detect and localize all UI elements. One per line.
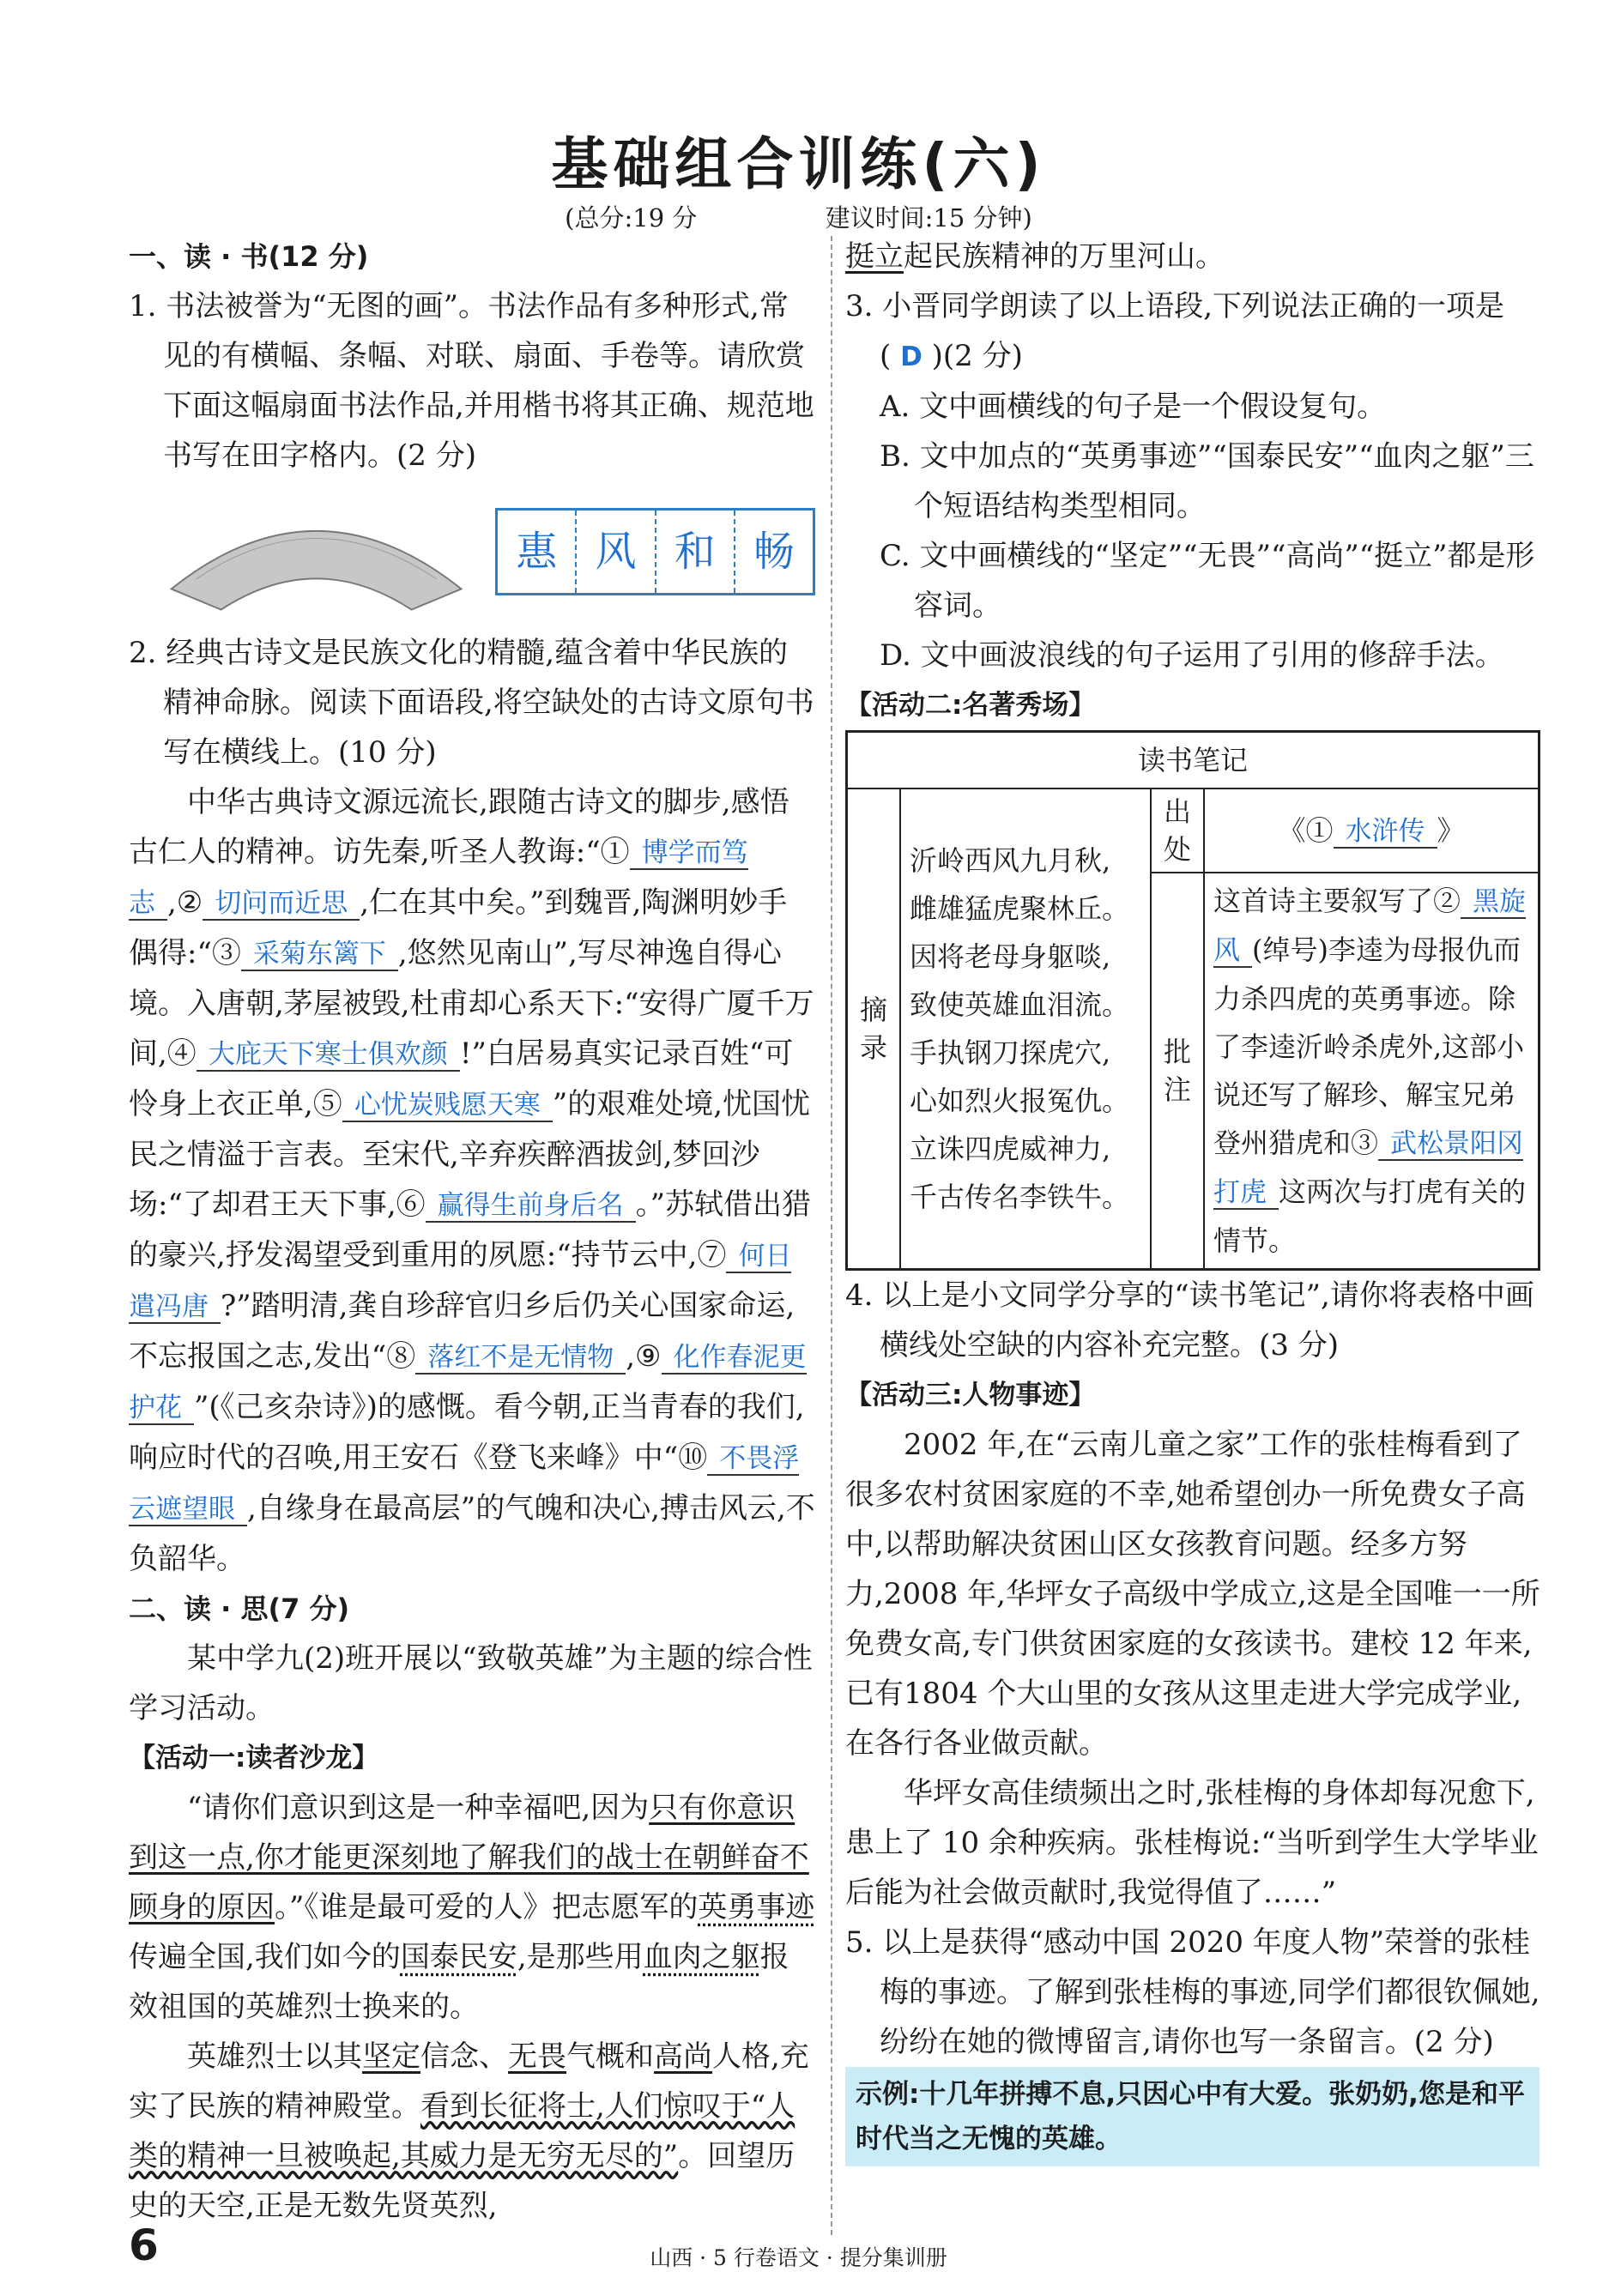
comment-label: 批注 — [1151, 873, 1204, 1270]
dotted-phrase-3: 血肉之躯 — [643, 1940, 760, 1974]
passage-text: 信念、 — [420, 2039, 508, 2074]
reading-notes-table — [845, 730, 1540, 1271]
q3-answer-line — [845, 331, 1545, 382]
q3-answer: D — [900, 341, 923, 372]
source-answer: 水浒传 — [1334, 816, 1437, 849]
poem-line: 因将老母身躯啖, — [910, 940, 1111, 973]
reading-paragraph-2 — [129, 2032, 815, 2231]
dotted-phrase-2: 国泰民安 — [400, 1940, 517, 1974]
grid-cell: 惠 — [498, 511, 577, 593]
passage-text: ,悠然见南山”,写尽神逸自得心境。入唐朝,茅屋被毁,杜甫却心系天下:“安得广厦千万间,④ — [129, 936, 814, 1071]
poem-line: 沂岭西风九月秋, — [910, 844, 1111, 877]
passage-text: 起民族精神的万里河山。 — [904, 239, 1225, 274]
answer-2: 切问而近思 — [203, 888, 360, 921]
comment-answer-1: 黑旋风 — [1213, 886, 1527, 966]
poem-line: 立诛四虎威神力, — [910, 1133, 1111, 1165]
notes-header: 读书笔记 — [847, 732, 1540, 789]
passage-text: ,自缘身在最高层”的气魄和决心,搏击风云,不负韶华。 — [129, 1491, 815, 1576]
option-c: C. 文中画横线的“坚定”“无畏”“高尚”“挺立”都是形容词。 — [880, 539, 1535, 623]
reading-paragraph-2-cont — [845, 232, 1545, 281]
comment-answer-2: 武松景阳冈打虎 — [1213, 1128, 1524, 1208]
passage-text: ,是那些用 — [517, 1940, 644, 1974]
score-time-line — [0, 199, 1597, 234]
answer-9: 化作春泥更护花 — [129, 1342, 807, 1423]
comment-text: 这两次与打虎有关的情节。 — [1213, 1175, 1527, 1257]
passage-text: ,⑨ — [626, 1339, 662, 1374]
passage-text: ”(《己亥杂诗》)的感慨。看今朝,正当青春的我们,响应时代的召唤,用王安石《登飞来峰》中“⑩ — [129, 1390, 805, 1475]
fan-calligraphy-image — [163, 487, 469, 616]
page-title: 基础组合训练(六) — [551, 131, 1046, 197]
passage-text: 。”苏轼借出猎的豪兴,抒发渴望受到重用的夙愿:“持节云中,⑦ — [129, 1187, 812, 1272]
answer-8: 落红不是无情物 — [415, 1342, 626, 1375]
passage-text: ,② — [167, 885, 203, 920]
q1-text: 1. 书法被誉为“无图的画”。书法作品有多种形式,常见的有横幅、条幅、对联、扇面、手卷等。请欣赏下面这幅扇面书法作品,并用楷书将其正确、规范地书写在田字格内。(2 分) — [129, 289, 814, 473]
story-paragraph-1: 2002 年,在“云南儿童之家”工作的张桂梅看到了很多农村贫困家庭的不幸,她希望创办一所免费女子高中,以帮助解决贫困山区女孩教育问题。经多方努力,2008 年,华坪女子高级中学成立,这是全国唯一一所免费女高,专门供贫困家庭的女孩读书。建校 12 年来,已有1804 个大山里的女孩从这里走进大学完成学业,在各行各业做贡献。 — [845, 1428, 1540, 1761]
passage-text: 气概和 — [566, 2039, 654, 2074]
passage-text: !”白居易真实记录百姓“可怜身上衣正单,⑤ — [129, 1036, 794, 1121]
page-number: 6 — [129, 2220, 159, 2270]
option-a: A. 文中画横线的句子是一个假设复句。 — [880, 390, 1387, 424]
passage-text: ?”踏明清,龚自珍辞官归乡后仍关心国家命运,不忘报国之志,发出“⑧ — [129, 1289, 795, 1374]
passage-text: 报效祖国的英雄烈士换来的。 — [129, 1940, 789, 2024]
answer-10: 不畏浮云遮望眼 — [129, 1443, 800, 1525]
answer-1: 博学而笃志 — [129, 837, 748, 919]
passage-text: 传遍全国,我们如今的 — [129, 1940, 401, 1974]
answer-7: 何日遣冯唐 — [129, 1241, 792, 1322]
source-text: 《① — [1278, 813, 1334, 847]
passage-text: ,仁在其中矣。”到魏晋,陶渊明妙手偶得:“③ — [129, 885, 788, 970]
comment-cell — [1204, 873, 1540, 1270]
underlined-sentence: 只有你意识到这一点,你才能更深刻地了解我们的战士在朝鲜奋不顾身的原因 — [129, 1791, 809, 1924]
q5-text: 5. 以上是获得“感动中国 2020 年度人物”荣誉的张桂梅的事迹。了解到张桂梅的事迹,同学们都很钦佩她,纷纷在她的微博留言,请你也写一条留言。(2 分) — [845, 1925, 1540, 2059]
source-label: 出处 — [1151, 788, 1204, 873]
q3-score: )(2 分) — [931, 339, 1023, 373]
total-score: (总分:19 分 — [565, 203, 698, 233]
q2-text: 2. 经典古诗文是民族文化的精髓,蕴含着中华民族的精神命脉。阅读下面语段,将空缺处的古诗文原句书写在横线上。(10 分) — [129, 636, 814, 770]
wavy-sentence: 看到长征将士,人们惊叹于“人类的精神一旦被唤起,其威力是无穷无尽的” — [129, 2089, 795, 2173]
dotted-phrase-1: 英勇事迹 — [698, 1890, 815, 1924]
underlined-word-2: 无畏 — [508, 2039, 566, 2074]
left-column — [129, 232, 815, 2231]
reading-paragraph-1 — [129, 1783, 815, 2032]
column-divider — [831, 236, 832, 2235]
activity3-heading: 【活动三:人物事迹】 — [845, 1380, 1096, 1411]
source-text: 》 — [1437, 813, 1465, 847]
q4-text: 4. 以上是小文同学分享的“读书笔记”,请你将表格中画横线处空缺的内容补充完整。(3 分) — [845, 1278, 1534, 1362]
excerpt-label: 摘录 — [847, 788, 901, 1270]
q1-figure — [163, 487, 815, 616]
comment-text: (绰号)李逵为母报仇而力杀四虎的英勇事迹。除了李逵沂岭杀虎外,这部小说还写了解珍、解宝兄弟登州猎虎和③ — [1213, 934, 1525, 1159]
poem-line: 千古传名李铁牛。 — [910, 1181, 1130, 1213]
section1-heading: 一、读 · 书(12 分) — [129, 240, 369, 273]
passage-text: “请你们意识到这是一种幸福吧,因为 — [187, 1791, 650, 1825]
paren: ( — [880, 339, 892, 373]
grid-cell: 畅 — [753, 528, 795, 576]
passage-text: ”的艰难处境,忧国忧民之情溢于言表。至宋代,辛弃疾醉酒拔剑,梦回沙场:“了却君王天下事,⑥ — [129, 1087, 811, 1222]
section2-heading: 二、读 · 思(7 分) — [129, 1592, 350, 1625]
section2-intro: 某中学九(2)班开展以“致敬英雄”为主题的综合性学习活动。 — [129, 1641, 813, 1725]
q5-sample-answer: 示例:十几年拼搏不息,只因心中有大爱。张奶奶,您是和平时代当之无愧的英雄。 — [845, 2067, 1540, 2166]
poem-line: 雌雄猛虎聚林丘。 — [910, 892, 1130, 925]
passage-text: 。”《谁是最可爱的人》把志愿军的 — [275, 1890, 699, 1924]
question-text: 3. 小晋同学朗读了以上语段,下列说法正确的一项是 — [845, 289, 1505, 323]
activity1-heading: 【活动一:读者沙龙】 — [129, 1743, 379, 1773]
option-b: B. 文中加点的“英勇事迹”“国泰民安”“血肉之躯”三个短语结构类型相同。 — [880, 439, 1534, 523]
answer-5: 心忧炭贱愿天寒 — [342, 1090, 553, 1122]
poem-line: 心如烈火报冤仇。 — [910, 1085, 1130, 1117]
story-paragraph-2: 华坪女高佳绩频出之时,张桂梅的身体却每况愈下,患上了 10 余种疾病。张桂梅说:“当听到学生大学毕业后能为社会做贡献时,我觉得值了……” — [845, 1776, 1539, 1910]
underlined-word-4: 挺立 — [845, 239, 904, 274]
q3-text — [845, 281, 1545, 331]
answer-3: 采菊东篱下 — [241, 939, 398, 971]
poetry-passage — [129, 777, 815, 1584]
right-column — [845, 232, 1545, 2166]
suggested-time: 建议时间:15 分钟) — [825, 203, 1032, 233]
answer-6: 赢得生前身后名 — [426, 1190, 636, 1223]
grid-cell: 和 — [656, 511, 735, 593]
poem-line: 致使英雄血泪流。 — [910, 988, 1130, 1021]
poem-cell — [900, 788, 1151, 1270]
passage-text: 英雄烈士以其 — [187, 2039, 362, 2074]
underlined-word-1: 坚定 — [362, 2039, 420, 2074]
passage-text: 人格,充实了民族的精神殿堂。 — [129, 2039, 809, 2124]
passage-text: 。回望历史的天空,正是无数先贤英烈, — [129, 2139, 795, 2223]
comment-text: 这首诗主要叙写了② — [1213, 885, 1461, 917]
footer-text: 山西 · 5 行卷语文 · 提分集训册 — [650, 2245, 947, 2270]
underlined-word-3: 高尚 — [654, 2039, 712, 2074]
source-cell — [1204, 788, 1540, 873]
option-d: D. 文中画波浪线的句子运用了引用的修辞手法。 — [880, 638, 1504, 673]
poem-line: 手执钢刀探虎穴, — [910, 1036, 1111, 1069]
passage-text: 中华古典诗文源远流长,跟随古诗文的脚步,感悟古仁人的精神。访先秦,听圣人教诲:“① — [129, 785, 789, 869]
activity2-heading: 【活动二:名著秀场】 — [845, 690, 1096, 721]
tianzige-grid — [495, 508, 815, 595]
grid-cell: 风 — [577, 511, 656, 593]
answer-4: 大庇天下寒士俱欢颜 — [197, 1039, 460, 1072]
